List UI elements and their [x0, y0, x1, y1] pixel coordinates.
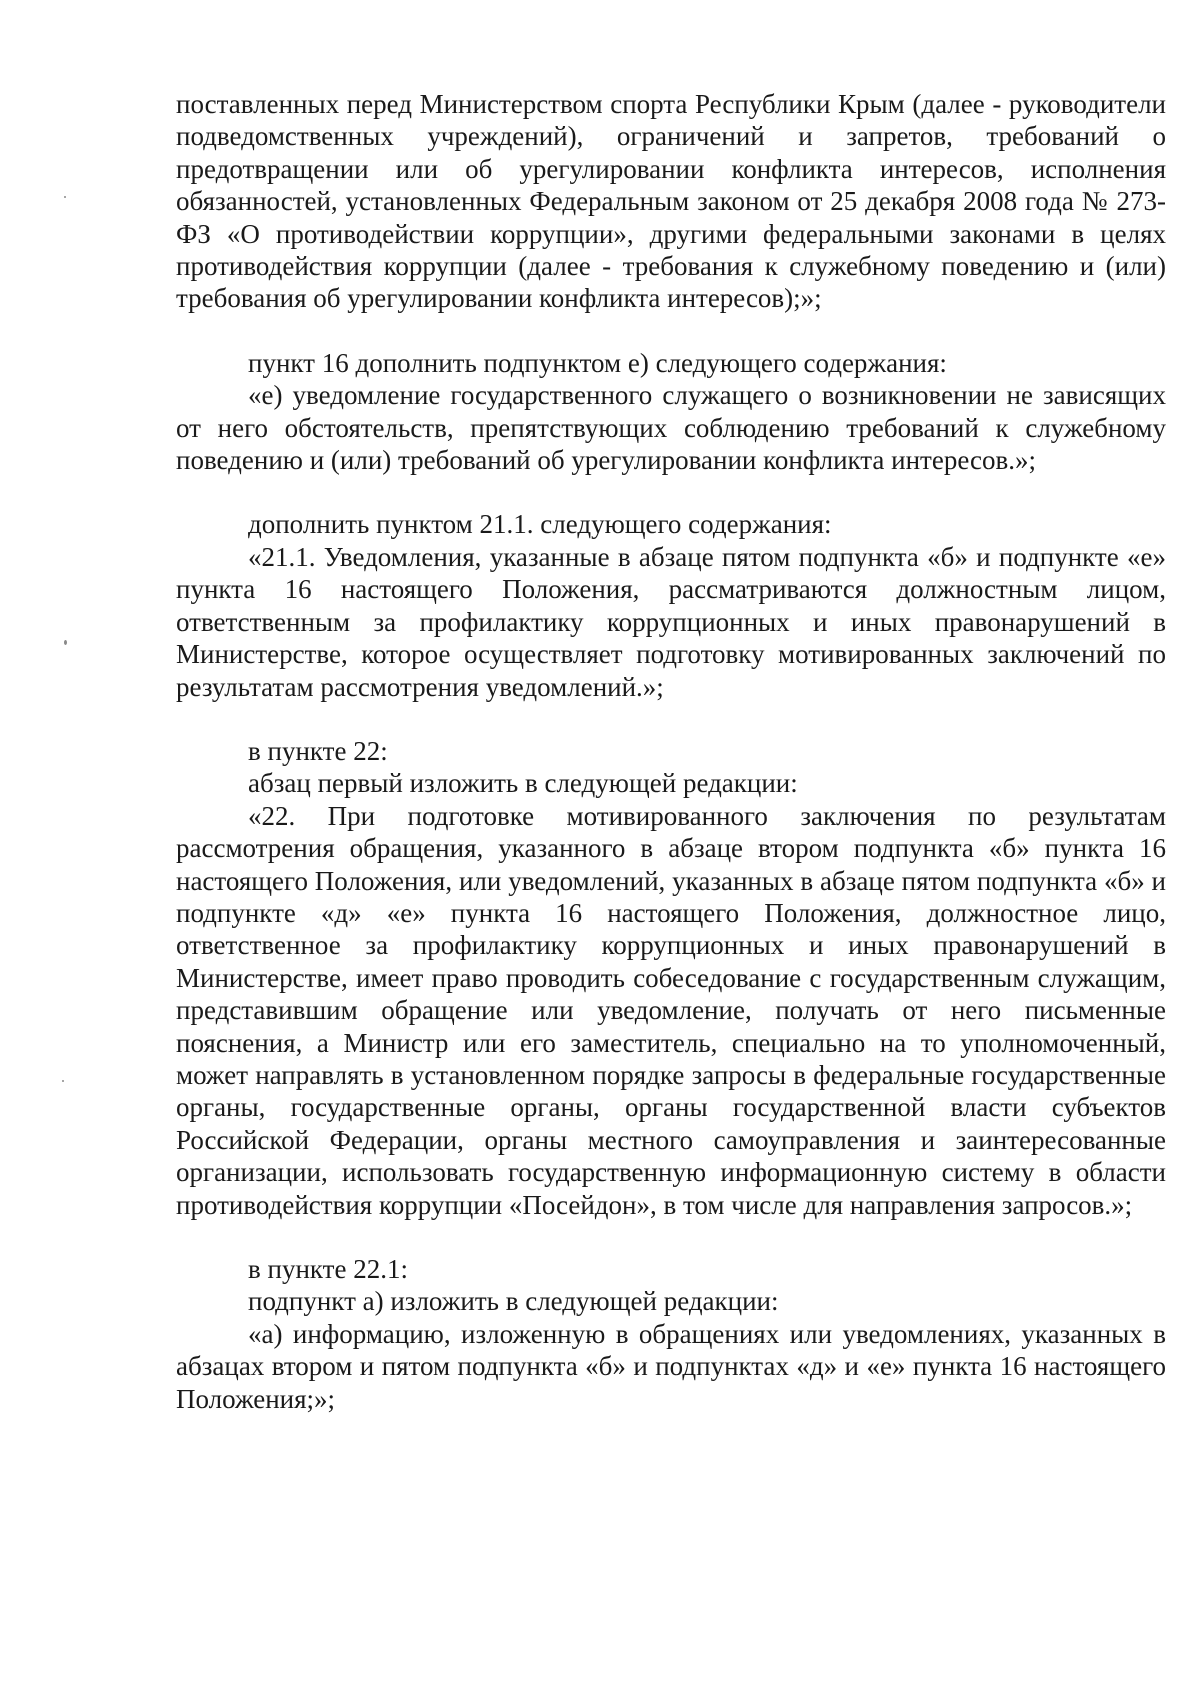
paragraph-gap: [176, 1221, 1166, 1253]
paragraph-subitem-e: «е) уведомление государственного служащего о возникновении не зависящих от него обстоятельств, препятствующих соблюдению требований к служебному поведению и (или) требований об урегулировании конфликта интересов.»;: [176, 380, 1166, 476]
paragraph-item-22-text: «22. При подготовке мотивированного заключения по результатам рассмотрения обращения, указанного в абзаце втором подпункта «б» пункта 16 настоящего Положения, или уведомлений, указанных в абзаце пятом подпункта «б» и подпункте «д» «е» пункта 16 настоящего Положения, должностное лицо, ответственное за профилактику коррупционных и иных правонарушений в Министерстве, имеет право проводить собеседование с государственным служащим, представившим обращение или уведомление, получать от него письменные пояснения, а Министр или его заместитель, специально на то уполномоченный, может направлять в установленном порядке запросы в федеральные государственные органы, государственные органы, органы государственной власти субъектов Российской Федерации, органы местного самоуправления и заинтересованные организации, использовать государственную информационную систему в области противодействия коррупции «Посейдон», в том числе для направления запросов.»;: [176, 800, 1166, 1220]
paragraph-item-22-1-edit-note: подпункт а) изложить в следующей редакции:: [248, 1286, 779, 1317]
paragraph-item-16-intro: пункт 16 дополнить подпунктом е) следующего содержания:: [248, 347, 947, 378]
paragraph-item-21-1-intro: дополнить пунктом 21.1. следующего содержания:: [248, 509, 832, 540]
paragraph-gap: [176, 476, 1166, 508]
paragraph-item-22-1-intro: в пункте 22.1:: [248, 1254, 408, 1284]
scan-speck: [64, 196, 66, 198]
paragraph-subitem-a: «а) информацию, изложенную в обращениях или уведомлениях, указанных в абзацах втором и пятом подпункта «б» и подпунктах «д» и «е» пункта 16 настоящего Положения;»;: [176, 1318, 1166, 1414]
paragraph-gap: [176, 703, 1166, 735]
scan-speck: [62, 1080, 64, 1082]
scan-speck: [64, 640, 67, 645]
paragraph-item-22-intro: в пункте 22:: [248, 735, 388, 766]
paragraph-gap: [176, 315, 1166, 347]
document-body: [176, 88, 1166, 1415]
paragraph-item-22-edit-note: абзац первый изложить в следующей редакции:: [248, 768, 798, 799]
paragraph-continuation: поставленных перед Министерством спорта Республики Крым (далее - руководители подведомственных учреждений), ограничений и запретов, требований о предотвращении или об урегулировании конфликта интересов, исполнения обязанностей, установленных Федеральным законом от 25 декабря 2008 года № 273-ФЗ «О противодействии коррупции», другими федеральными законами в целях противодействия коррупции (далее - требования к служебному поведению и (или) требования об урегулировании конфликта интересов);»;: [176, 89, 1166, 314]
paragraph-item-21-1-text: «21.1. Уведомления, указанные в абзаце пятом подпункта «б» и подпункте «е» пункта 16 настоящего Положения, рассматриваются должностным лицом, ответственным за профилактику коррупционных и иных правонарушений в Министерстве, которое осуществляет подготовку мотивированных заключений по результатам рассмотрения уведомлений.»;: [176, 541, 1166, 702]
